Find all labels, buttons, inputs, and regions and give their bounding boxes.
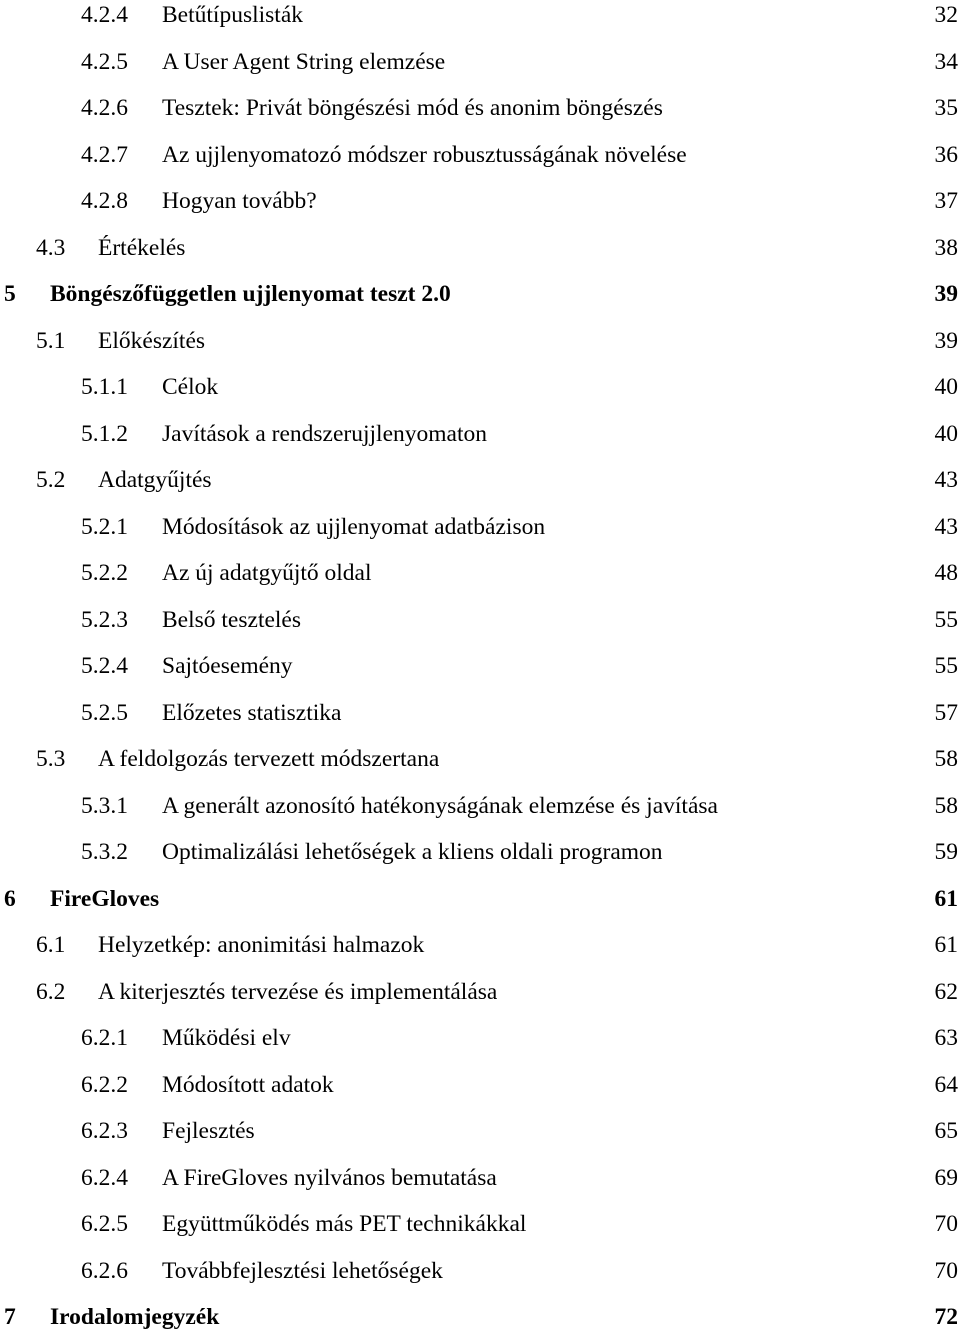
- dot-leader: [295, 670, 930, 676]
- dot-leader: [441, 763, 930, 769]
- toc-entry-number: 5.3.2: [81, 839, 128, 865]
- dot-leader: [303, 624, 930, 630]
- toc-entry-page-number: 43: [934, 467, 958, 493]
- toc-entry-title: Hogyan tovább?: [162, 188, 317, 214]
- toc-entry[interactable]: [0, 186, 958, 216]
- toc-entry-page-number: 57: [934, 699, 958, 726]
- toc-entry-title: A generált azonosító hatékonyságának elemzése és javítása: [162, 792, 718, 819]
- toc-entry[interactable]: [0, 140, 958, 170]
- toc-entry-number: 5.2.5: [81, 699, 128, 726]
- toc-entry-number: 6: [4, 885, 16, 912]
- toc-entry[interactable]: [0, 837, 958, 867]
- toc-entry[interactable]: [0, 1070, 958, 1100]
- toc-entry-page-number: 63: [934, 1025, 958, 1051]
- toc-entry-title: Módosítások az ujjlenyomat adatbázison: [162, 513, 546, 540]
- toc-entry-number: 5.2.3: [81, 606, 128, 633]
- toc-entry-page-number: 36: [934, 141, 958, 168]
- toc-entry-number: 5.1.1: [81, 374, 128, 400]
- dot-leader: [336, 1089, 930, 1095]
- toc-entry-number: 5.2.4: [81, 653, 128, 679]
- toc-entry-title: A kiterjesztés tervezése és implementálása: [98, 978, 498, 1005]
- toc-entry-page-number: 61: [934, 932, 958, 958]
- toc-entry-title: Együttműködés más PET technikákkal: [162, 1211, 527, 1237]
- toc-entry-number: 6.2.1: [81, 1025, 128, 1051]
- toc-entry-number: 4.2.6: [81, 95, 128, 121]
- dot-leader: [221, 1321, 930, 1327]
- toc-entry-page-number: 65: [934, 1118, 958, 1144]
- toc-entry-title: Célok: [162, 374, 219, 400]
- dot-leader: [499, 996, 930, 1002]
- toc-entry-title: Irodalomjegyzék: [50, 1304, 220, 1330]
- toc-entry[interactable]: [0, 372, 958, 402]
- toc-entry-title: Javítások a rendszerujjlenyomaton: [162, 420, 487, 447]
- dot-leader: [343, 717, 930, 723]
- toc-entry[interactable]: [0, 1302, 958, 1332]
- toc-entry[interactable]: [0, 1023, 958, 1053]
- toc-entry-number: 6.2.3: [81, 1118, 128, 1144]
- dot-leader: [426, 949, 930, 955]
- toc-entry-page-number: 43: [934, 513, 958, 540]
- toc-entry[interactable]: [0, 465, 958, 495]
- toc-entry-title: Továbbfejlesztési lehetőségek: [162, 1257, 443, 1284]
- toc-entry[interactable]: [0, 326, 958, 356]
- toc-entry-page-number: 58: [934, 746, 958, 772]
- toc-entry-number: 4.3: [36, 234, 66, 261]
- toc-entry[interactable]: [0, 1256, 958, 1286]
- toc-entry-page-number: 38: [934, 234, 958, 261]
- dot-leader: [447, 66, 930, 72]
- toc-entry-number: 5.1.2: [81, 420, 128, 447]
- toc-entry[interactable]: [0, 279, 958, 309]
- toc-entry-page-number: 39: [934, 281, 958, 307]
- toc-entry-page-number: 32: [934, 2, 958, 28]
- toc-entry-title: Módosított adatok: [162, 1071, 334, 1098]
- toc-entry[interactable]: [0, 884, 958, 914]
- toc-entry-title: Tesztek: Privát böngészési mód és anonim böngészés: [162, 95, 663, 121]
- toc-entry-title: Előzetes statisztika: [162, 699, 342, 726]
- toc-entry-title: A FireGloves nyilvános bemutatása: [162, 1164, 497, 1191]
- toc-entry-page-number: 40: [934, 420, 958, 447]
- toc-entry-page-number: 61: [934, 885, 958, 912]
- toc-entry-number: 6.2: [36, 978, 66, 1005]
- toc-entry-page-number: 70: [934, 1211, 958, 1237]
- toc-entry-page-number: 59: [934, 839, 958, 865]
- dot-leader: [161, 903, 930, 909]
- toc-entry-number: 5.3: [36, 746, 66, 772]
- dot-leader: [319, 205, 930, 211]
- toc-entry-number: 5.3.1: [81, 792, 128, 819]
- toc-entry[interactable]: [0, 744, 958, 774]
- toc-entry-number: 5.2.2: [81, 560, 128, 586]
- dot-leader: [720, 810, 930, 816]
- toc-entry-title: Előkészítés: [98, 327, 206, 354]
- toc-entry[interactable]: [0, 791, 958, 821]
- toc-entry-page-number: 34: [934, 48, 958, 75]
- toc-entry-number: 7: [4, 1304, 16, 1330]
- toc-entry-title: A feldolgozás tervezett módszertana: [98, 746, 440, 772]
- toc-entry[interactable]: [0, 233, 958, 263]
- toc-entry[interactable]: [0, 93, 958, 123]
- toc-entry-number: 4.2.5: [81, 48, 128, 75]
- toc-entry[interactable]: [0, 0, 958, 30]
- toc-entry-title: Fejlesztés: [162, 1118, 255, 1144]
- toc-entry-page-number: 55: [934, 606, 958, 633]
- dot-leader: [257, 1135, 930, 1141]
- toc-entry-title: Értékelés: [98, 234, 186, 261]
- toc-entry-title: Helyzetkép: anonimitási halmazok: [98, 932, 425, 958]
- dot-leader: [214, 484, 930, 490]
- toc-entry[interactable]: [0, 930, 958, 960]
- toc-entry[interactable]: [0, 512, 958, 542]
- dot-leader: [689, 159, 930, 165]
- dot-leader: [489, 438, 930, 444]
- toc-entry-number: 6.2.6: [81, 1257, 128, 1284]
- toc-entry-number: 4.2.7: [81, 141, 128, 168]
- toc-entry-number: 6.2.4: [81, 1164, 128, 1191]
- toc-entry-title: Sajtóesemény: [162, 653, 293, 679]
- toc-entry-page-number: 55: [934, 653, 958, 679]
- dot-leader: [220, 391, 930, 397]
- toc-entry-page-number: 40: [934, 374, 958, 400]
- toc-entry[interactable]: [0, 1209, 958, 1239]
- toc-entry[interactable]: [0, 1116, 958, 1146]
- dot-leader: [305, 19, 930, 25]
- toc-entry-number: 4.2.4: [81, 2, 128, 28]
- dot-leader: [499, 1182, 930, 1188]
- toc-entry-page-number: 69: [934, 1164, 958, 1191]
- toc-entry-title: Böngészőfüggetlen ujjlenyomat teszt 2.0: [50, 281, 451, 307]
- dot-leader: [665, 112, 930, 118]
- toc-entry-number: 5.2.1: [81, 513, 128, 540]
- dot-leader: [528, 1228, 930, 1234]
- toc-entry[interactable]: [0, 977, 958, 1007]
- toc-entry-title: Belső tesztelés: [162, 606, 302, 633]
- toc-entry-number: 6.2.5: [81, 1211, 128, 1237]
- toc-entry-number: 4.2.8: [81, 188, 128, 214]
- toc-entry-title: A User Agent String elemzése: [162, 48, 446, 75]
- toc-entry-number: 5.2: [36, 467, 66, 493]
- toc-entry-page-number: 35: [934, 95, 958, 121]
- toc-entry-number: 6.1: [36, 932, 66, 958]
- toc-entry[interactable]: [0, 1163, 958, 1193]
- toc-entry-title: Az új adatgyűjtő oldal: [162, 560, 372, 586]
- toc-entry-page-number: 62: [934, 978, 958, 1005]
- dot-leader: [293, 1042, 930, 1048]
- toc-entry[interactable]: [0, 605, 958, 635]
- dot-leader: [374, 577, 930, 583]
- toc-entry-page-number: 58: [934, 792, 958, 819]
- toc-entry-page-number: 64: [934, 1071, 958, 1098]
- toc-entry-title: Az ujjlenyomatozó módszer robusztusságának növelése: [162, 141, 687, 168]
- toc-entry-number: 5: [4, 281, 16, 307]
- toc-entry-title: FireGloves: [50, 885, 160, 912]
- dot-leader: [547, 531, 930, 537]
- toc-entry-number: 5.1: [36, 327, 66, 354]
- toc-entry[interactable]: [0, 698, 958, 728]
- toc-entry-page-number: 72: [934, 1304, 958, 1330]
- dot-leader: [453, 298, 930, 304]
- toc-entry[interactable]: [0, 419, 958, 449]
- dot-leader: [665, 856, 930, 862]
- toc-entry-title: Betűtípuslisták: [162, 2, 303, 28]
- dot-leader: [207, 345, 930, 351]
- toc-entry-title: Optimalizálási lehetőségek a kliens oldali programon: [162, 839, 663, 865]
- toc-entry-page-number: 37: [934, 188, 958, 214]
- toc-entry-page-number: 39: [934, 327, 958, 354]
- toc-entry-title: Működési elv: [162, 1025, 291, 1051]
- toc-entry-page-number: 70: [934, 1257, 958, 1284]
- dot-leader: [445, 1275, 930, 1281]
- dot-leader: [187, 252, 930, 258]
- toc-entry[interactable]: [0, 47, 958, 77]
- toc-entry-page-number: 48: [934, 560, 958, 586]
- toc-entry[interactable]: [0, 558, 958, 588]
- toc-entry-title: Adatgyűjtés: [98, 467, 212, 493]
- toc-entry-number: 6.2.2: [81, 1071, 128, 1098]
- toc-entry[interactable]: [0, 651, 958, 681]
